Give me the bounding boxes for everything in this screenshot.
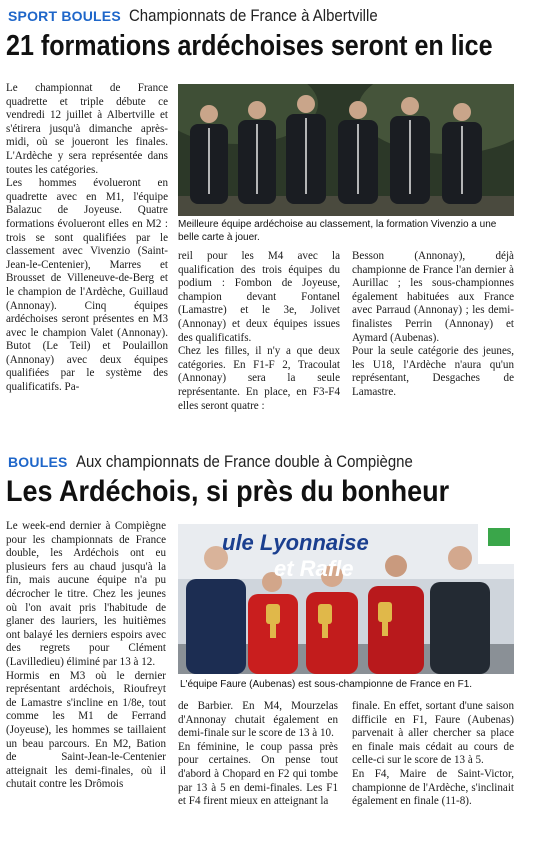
- article1-column-2: [178, 250, 340, 413]
- section-tag: BOULES: [8, 454, 68, 470]
- article2-column-2: [178, 700, 338, 809]
- paragraph: Hormis en M3 où le dernier représentant ardéchois, Rioufreyt de Lamastre s'incline en 1/8e, tout comme les M1 de Ferrand (Joyeuse), les hommes se taillaient un beau parcours. En M2, Bation de Saint-Jean-le-Centenier atteignait les demi-finales, où il chutait contre les Drômois: [6, 669, 166, 791]
- article2-column-3: [352, 700, 514, 809]
- article1-kicker: [8, 6, 412, 26]
- paragraph: Le championnat de France quadrette et triple débute ce vendredi 12 juillet à Albertville et s'étirera jusqu'à dimanche après-midi, où se joueront les finales. L'Ardèche y sera représentée dans toutes les catégories.: [6, 82, 168, 176]
- banner-text: ule Lyonnaise: [222, 530, 369, 555]
- paragraph: Chez les filles, il n'y a que deux catégories. En F1-F 2, Tracoulat (Annonay) sera la seule représentante. En place, en F3-F4 elles seront quatre :: [178, 345, 340, 412]
- article1-column-1: [6, 82, 168, 395]
- article1-headline: 21 formations ardéchoises seront en lice: [6, 30, 493, 62]
- section-tag: SPORT BOULES: [8, 8, 121, 24]
- paragraph: Pour la seule catégorie des jeunes, les U18, l'Ardèche n'aura qu'un représentant, Desgaches de Lamastre.: [352, 345, 514, 398]
- paragraph: finale. En effet, sortant d'une saison difficile en F1, Faure (Aubenas) parvenait à aller chercher sa place en finale mais cédait au cours de celle-ci sur le score de 13 à 5.: [352, 700, 514, 767]
- article2-column-1: [6, 520, 166, 792]
- paragraph: Le week-end dernier à Compiègne pour les championnats de France double, les Ardéchois ont eu plusieurs fers au chaud jusqu'à la fin, mais aucune équipe n'a pu décrocher le titre. Chez les jeunes où l'on avait pris l'habitude de glaner des lauriers, les huitièmes ont balayé les derniers espoirs avec des regrets pour Clément (Lavilledieu) éliminé par 13 à 12.: [6, 520, 166, 668]
- article-subtitle: Aux championnats de France double à Compiègne: [76, 452, 413, 471]
- team-photo-image: [178, 84, 514, 216]
- article2-headline: Les Ardéchois, si près du bonheur: [6, 475, 450, 508]
- banner-text: et Rafle: [274, 556, 354, 581]
- team-photo: [178, 84, 514, 216]
- paragraph: En féminine, le coup passa près pour certaines. On pense tout d'abord à Chopard en F2 qui tombe par 13 à 5 en demi-finales. Les F1 et F4 firent mieux en atteignant la: [178, 740, 338, 808]
- photo-caption: Meilleure équipe ardéchoise au classement, la formation Vivenzio a une belle carte à jouer.: [178, 219, 497, 243]
- podium-photo: [178, 524, 514, 674]
- article-subtitle: Championnats de France à Albertville: [129, 6, 378, 25]
- article1-column-3: [352, 250, 514, 400]
- photo-caption: L'équipe Faure (Aubenas) est sous-championne de France en F1.: [180, 679, 473, 690]
- paragraph: En F4, Maire de Saint-Victor, championne de l'Ardèche, s'inclinait également en finale (11-8).: [352, 767, 514, 808]
- paragraph: de Barbier. En M4, Mourzelas d'Annonay chutait également en demi-finale sur le score de 13 à 10.: [178, 700, 338, 740]
- paragraph: reil pour les M4 avec la qualification des trois équipes du podium : Fombon de Joyeuse, champion devant Fontanel (Lamastre) et le 3e, Jolivet (Annonay) et deux équipes issues des qualificatifs.: [178, 250, 340, 344]
- article2-kicker: [8, 452, 459, 472]
- paragraph: Besson (Annonay), déjà championne de France l'an dernier à Aurillac ; les sous-championnes également habituées aux France avec Parraud (Annonay) ; les demi-finalistes Perrin (Annonay) et Aymard (Aubenas).: [352, 250, 514, 344]
- paragraph: Les hommes évolueront en quadrette avec en M1, l'équipe Balazuc de Joyeuse. Quatre formations évolueront elles en M2 : trois se sont qualifiées par le classement avec Vivenzio (Saint-Jean-le-Centenier), Marres et Brousset de Villeneuve-de-Berg et le champion de l'Ardèche, Guillaud (Annonay). Cinq équipes ardéchoises seront présentes en M3 avec le champion Valet (Annonay). Butot (Le Teil) et Poulaillon (Annonay) avec deux équipes qualifiées par le système des qualificatifs. Pa-: [6, 177, 168, 394]
